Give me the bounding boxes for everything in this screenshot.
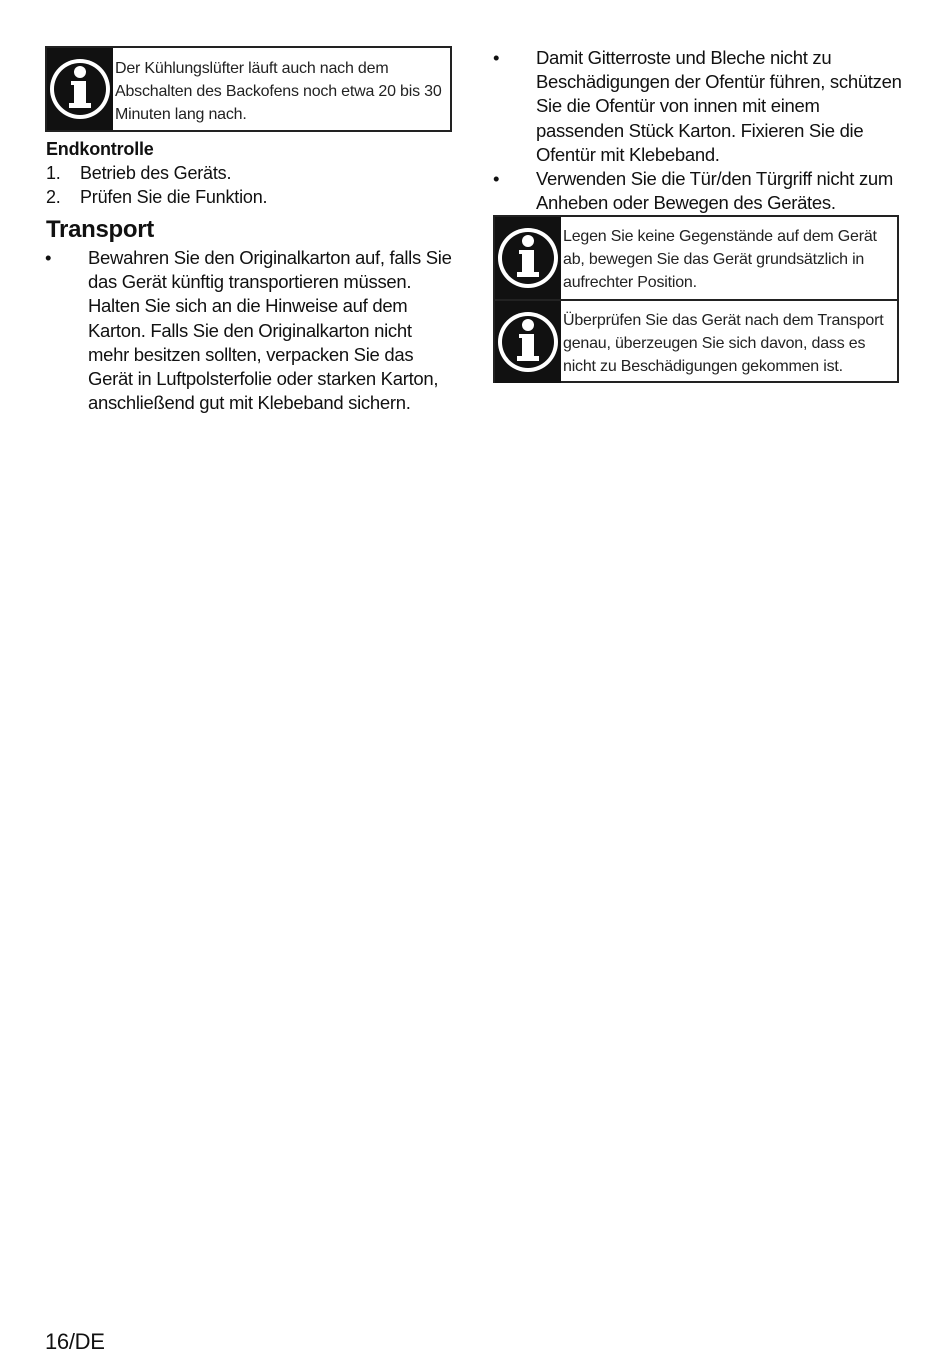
- bullet-text: Bewahren Sie den Originalkarton auf, falls Sie das Gerät künftig transportieren müssen. Halten Sie sich an die Hinweise auf dem Karton. Falls Sie den Originalkarton nicht mehr besitzen sollten, verpacken Sie das Gerät in Luftpolsterfolie oder starken Karton, anschließend gut mit Klebeband sichern.: [88, 247, 452, 414]
- bullet-item: [493, 46, 903, 167]
- bullet-symbol: •: [493, 168, 500, 190]
- info-note-row: [495, 299, 897, 383]
- bullet-item: [493, 167, 903, 215]
- info-note-box: [45, 46, 452, 132]
- right-bullet-list: [493, 46, 903, 215]
- info-note-row: [47, 48, 450, 130]
- info-note-text: Der Kühlungslüfter läuft auch nach dem Abschalten des Backofens noch etwa 20 bis 30 Minuten lang nach.: [115, 60, 442, 123]
- bullet-text: Damit Gitterroste und Bleche nicht zu Beschädigungen der Ofentür führen, schützen Sie die Ofentür von innen mit einem passenden Stück Karton. Fixieren Sie die Ofentür mit Klebeband.: [536, 47, 902, 165]
- bullet-text: Verwenden Sie die Tür/den Türgriff nicht zum Anheben oder Bewegen des Gerätes.: [536, 168, 894, 214]
- info-icon: [495, 217, 561, 299]
- bullet-item: [45, 246, 455, 415]
- list-item-text: Betrieb des Geräts.: [80, 163, 232, 183]
- list-item: [46, 185, 446, 209]
- bullet-symbol: •: [45, 247, 52, 268]
- info-icon: [47, 48, 113, 130]
- info-note-text: Legen Sie keine Gegenstände auf dem Gerät ab, bewegen Sie das Gerät grundsätzlich in aufrechter Position.: [563, 228, 877, 291]
- transport-bullet-list: [45, 246, 455, 415]
- page-number: 16/DE: [45, 1329, 105, 1354]
- info-icon: [495, 301, 561, 383]
- list-number: 1.: [46, 163, 61, 183]
- info-note-text: Überprüfen Sie das Gerät nach dem Transport genau, überzeugen Sie sich davon, dass es nicht zu Beschädigungen gekommen ist.: [563, 312, 884, 375]
- info-notes-box: [493, 215, 899, 383]
- info-note-row: [495, 217, 897, 299]
- list-item: [46, 161, 446, 185]
- final-check-list: [46, 161, 446, 209]
- transport-heading: Transport: [46, 216, 154, 243]
- list-number: 2.: [46, 187, 61, 207]
- final-check-heading: Endkontrolle: [46, 139, 154, 159]
- list-item-text: Prüfen Sie die Funktion.: [80, 187, 268, 207]
- bullet-symbol: •: [493, 47, 500, 68]
